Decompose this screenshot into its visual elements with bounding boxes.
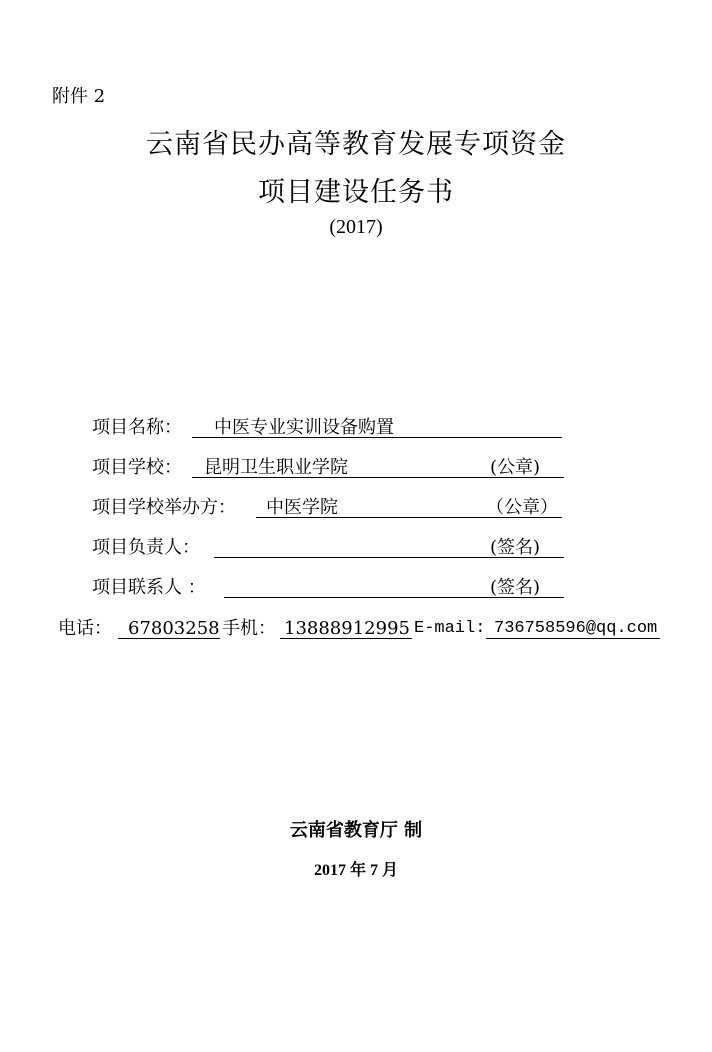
mobile-label: 手机： xyxy=(222,618,276,639)
document-subtitle: 项目建设任务书 xyxy=(258,177,454,208)
organizer-value: 中医学院 xyxy=(266,497,338,518)
phone-label: 电话： xyxy=(58,618,112,639)
leader-underline xyxy=(214,557,564,558)
issue-date: 2017 年 7 月 xyxy=(313,862,398,879)
leader-label: 项目负责人： xyxy=(92,537,200,558)
contact-sign: (签名) xyxy=(490,577,541,598)
email-value: 736758596@qq.com xyxy=(494,619,658,638)
document-year: (2017) xyxy=(329,216,383,238)
project-name-value: 中医专业实训设备购置 xyxy=(214,417,394,438)
mobile-value: 13888912995 xyxy=(284,618,410,639)
phone-value: 67803258 xyxy=(128,618,220,639)
organizer-label: 项目学校举办方： xyxy=(92,497,236,518)
phone-underline xyxy=(118,638,220,639)
attachment-label: 附件 2 xyxy=(52,86,106,107)
school-underline xyxy=(192,477,564,478)
school-value: 昆明卫生职业学院 xyxy=(204,457,348,478)
mobile-underline xyxy=(280,638,412,639)
email-underline xyxy=(486,638,660,639)
organizer-underline xyxy=(256,517,562,518)
email-label: E-mail: xyxy=(414,619,486,638)
contact-label: 项目联系人 ： xyxy=(92,577,206,598)
organizer-seal: （公章） xyxy=(486,497,558,518)
contact-underline xyxy=(224,597,564,598)
leader-sign: (签名) xyxy=(490,537,541,558)
project-name-label: 项目名称： xyxy=(92,417,182,438)
school-seal: (公章) xyxy=(490,457,541,478)
project-name-underline xyxy=(192,437,562,438)
issuer: 云南省教育厅 制 xyxy=(289,820,423,841)
school-label: 项目学校： xyxy=(92,457,182,478)
document-title: 云南省民办高等教育发展专项资金 xyxy=(146,129,566,160)
